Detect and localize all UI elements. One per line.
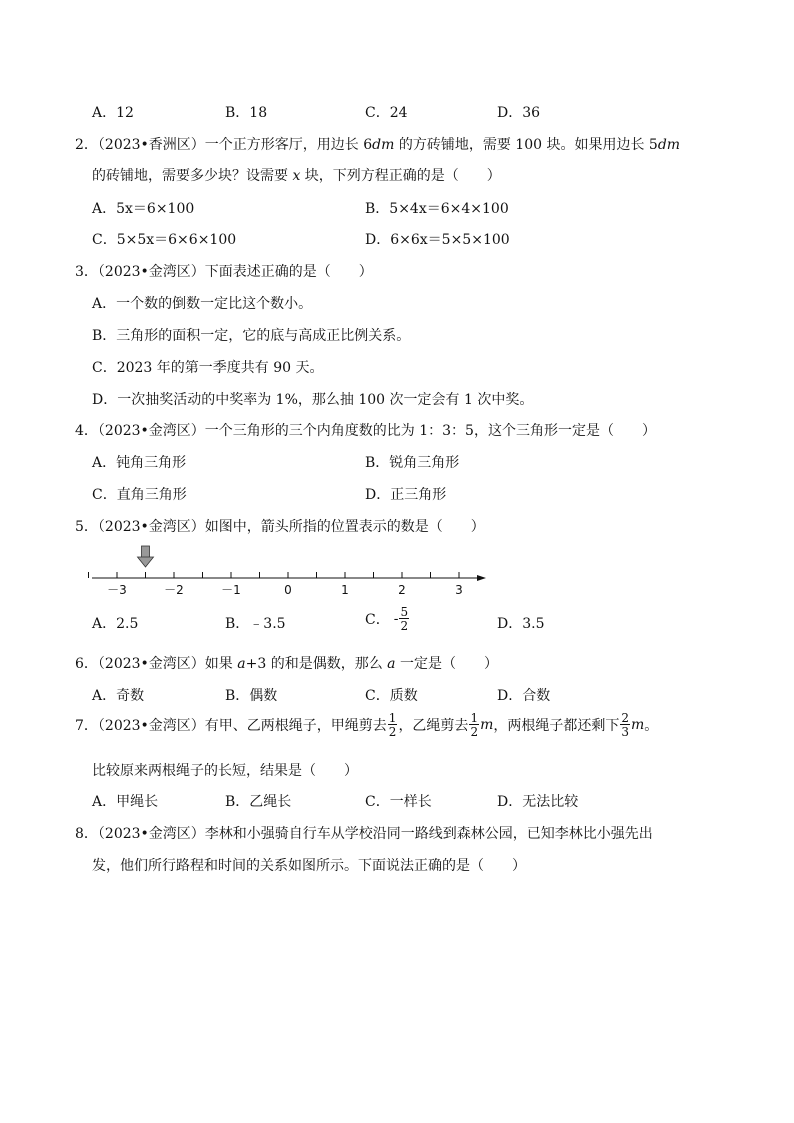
q6-option-b: B．偶数 — [225, 688, 278, 704]
q8-stem-line2: 发，他们所行路程和时间的关系如图所示。下面说法正确的是（ ） — [92, 858, 526, 874]
q5-stem: 5．（2023•金湾区）如图中，箭头所指的位置表示的数是（ ） — [75, 519, 485, 535]
q2-option-c: C．5×5x＝6×6×100 — [92, 232, 237, 248]
down-arrow-icon — [138, 546, 154, 567]
q1-option-c: C．24 — [365, 105, 408, 121]
q5-option-b: B．﹣3.5 — [225, 616, 286, 632]
fraction-5-2: $\frac{5}{2}$ — [400, 605, 409, 633]
q3-option-b: B．三角形的面积一定，它的底与高成正比例关系。 — [92, 328, 411, 344]
number-line-label: 2 — [398, 583, 406, 597]
q2-stem-line2: 的砖铺地，需要多少块？设需要 x 块，下列方程正确的是（ ） — [92, 168, 501, 184]
number-line-label: 1 — [341, 583, 349, 597]
number-line-label: 0 — [284, 583, 292, 597]
q6-option-c: C．质数 — [365, 688, 418, 704]
q3-option-a: A．一个数的倒数一定比这个数小。 — [92, 296, 313, 312]
q6-stem: 6．（2023•金湾区）如果 a+3 的和是偶数，那么 a 一定是（ ） — [75, 656, 498, 672]
number-line-arrowhead — [477, 575, 486, 581]
q2-option-d: D．6×6x＝5×5×100 — [365, 232, 510, 248]
q5-option-c: C． - $\frac{5}{2}$ — [365, 605, 409, 633]
q4-option-c: C．直角三角形 — [92, 487, 187, 503]
number-line-label: 3 — [455, 583, 463, 597]
q4-option-b: B．锐角三角形 — [365, 455, 460, 471]
number-line-label: －3 — [107, 583, 127, 597]
q7-stem-line1: 7．（2023•金湾区）有甲、乙两根绳子，甲绳剪去 $\frac{1}{2}$ ，乙绳剪去 $\frac{1}{2}$ m，两根绳子都还剩下 $\frac{2}{3}$ m。 — [75, 711, 659, 739]
q3-option-d: D．一次抽奖活动的中奖率为 1%，那么抽 100 次一定会有 1 次中奖。 — [92, 392, 534, 408]
q5-option-a: A．2.5 — [92, 616, 139, 632]
q7-option-a: A．甲绳长 — [92, 794, 159, 810]
q3-stem: 3．（2023•金湾区）下面表述正确的是（ ） — [75, 264, 373, 280]
q6-option-d: D．合数 — [497, 688, 551, 704]
q8-stem-line1: 8．（2023•金湾区）李林和小强骑自行车从学校沿同一路线到森林公园，已知李林比小强先出 — [75, 826, 653, 842]
q7-option-c: C．一样长 — [365, 794, 432, 810]
fraction-1-2-m: $\frac{1}{2}$ — [470, 711, 479, 739]
q2-stem-line1: 2．（2023•香洲区）一个正方形客厅，用边长 6dm 的方砖铺地，需要 100 块。如果用边长 5dm — [75, 137, 681, 153]
q2-option-a: A．5x＝6×100 — [92, 201, 195, 217]
number-line-figure — [85, 540, 495, 602]
q4-option-d: D．正三角形 — [365, 487, 447, 503]
fraction-2-3: $\frac{2}{3}$ — [621, 711, 629, 739]
number-line-label: －2 — [164, 583, 184, 597]
q7-option-d: D．无法比较 — [497, 794, 579, 810]
q4-stem: 4．（2023•金湾区）一个三角形的三个内角度数的比为 1：3：5，这个三角形一定是（ ） — [75, 423, 656, 439]
number-line-label: －1 — [221, 583, 241, 597]
q3-option-c: C．2023 年的第一季度共有 90 天。 — [92, 360, 324, 376]
q4-option-a: A．钝角三角形 — [92, 455, 187, 471]
q5-option-d: D．3.5 — [497, 616, 545, 632]
q1-option-b: B．18 — [225, 105, 268, 121]
q2-option-b: B．5×4x＝6×4×100 — [365, 201, 509, 217]
fraction-1-2: $\frac{1}{2}$ — [388, 711, 397, 739]
q1-option-a: A．12 — [92, 105, 134, 121]
q7-stem-line2: 比较原来两根绳子的长短，结果是（ ） — [92, 763, 358, 779]
q6-option-a: A．奇数 — [92, 688, 145, 704]
q1-option-d: D．36 — [497, 105, 541, 121]
q7-option-b: B．乙绳长 — [225, 794, 292, 810]
